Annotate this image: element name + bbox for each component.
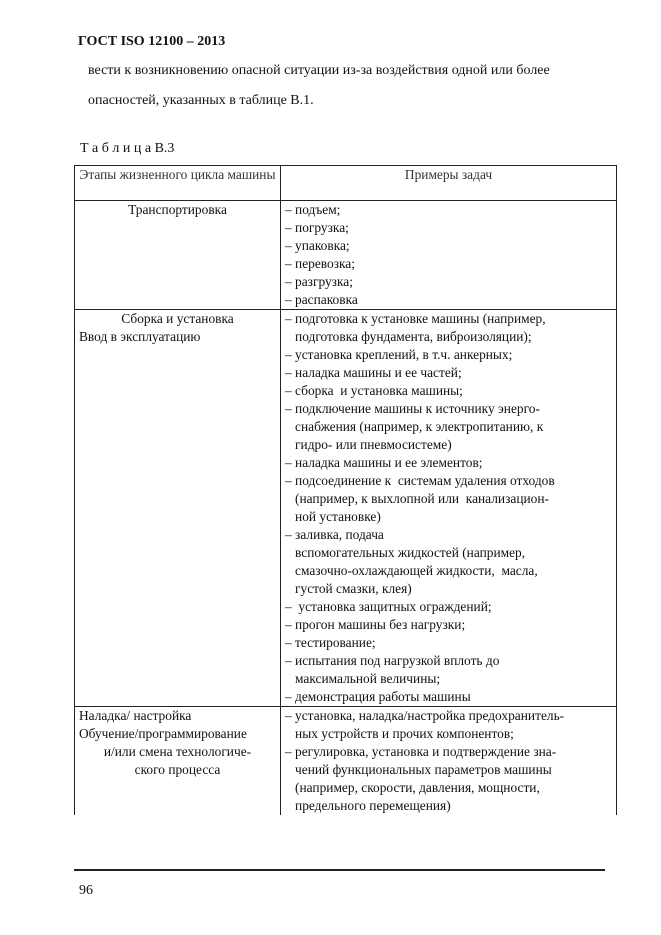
header-stage: Этапы жизненного цикла машины (75, 166, 281, 201)
header-tasks: Примеры задач (281, 166, 617, 201)
table-header-row (75, 166, 617, 201)
task-line: снабжения (например, к электропитанию, к (285, 419, 544, 434)
task-line: предельного перемещения) (285, 798, 451, 813)
tasks-cell (281, 707, 617, 816)
task-line: – установка защитных ограждений; (285, 599, 492, 614)
task-line: – установка креплений, в т.ч. анкерных; (285, 347, 513, 362)
table-row (75, 201, 617, 310)
task-line: – прогон машины без нагрузки; (285, 617, 466, 632)
task-line: максимальной величины; (285, 671, 441, 686)
task-line: чений функциональных параметров машины (285, 762, 552, 777)
task-line: гидро- или пневмосистеме) (285, 437, 452, 452)
stage-cell (75, 310, 281, 707)
task-line: – заливка, подача (285, 527, 384, 542)
task-line: (например, скорости, давления, мощности, (285, 780, 540, 795)
task-line: ных устройств и прочих компонентов; (285, 726, 514, 741)
document-header: ГОСТ ISO 12100 – 2013 (78, 34, 226, 49)
task-line: подготовка фундамента, виброизоляции); (285, 329, 532, 344)
task-line: – подсоединение к системам удаления отходов (285, 473, 555, 488)
tasks-cell (281, 310, 617, 707)
task-line: ной установке) (285, 509, 381, 524)
task-line: – подготовка к установке машины (например, (285, 311, 546, 326)
tasks-cell (281, 201, 617, 310)
task-line: – погрузка; (285, 220, 349, 235)
table-caption: Т а б л и ц а В.3 (80, 141, 175, 156)
stage-line: и/или смена технологиче- (103, 744, 252, 759)
task-line: – наладка машины и ее частей; (285, 365, 462, 380)
stage-line: Ввод в эксплуатацию (79, 329, 201, 344)
lifecycle-table (74, 165, 617, 815)
stage-line: Обучение/программирование (79, 726, 247, 741)
task-line: (например, к выхлопной или канализацион- (285, 491, 549, 506)
task-line: смазочно-охлаждающей жидкости, масла, (285, 563, 538, 578)
stage-cell (75, 707, 281, 816)
stage-line: Транспортировка (128, 202, 227, 217)
table-row (75, 707, 617, 816)
page-number: 96 (79, 883, 93, 898)
stage-line: Сборка и установка (121, 311, 234, 326)
task-line: – наладка машины и ее элементов; (285, 455, 483, 470)
intro-paragraph (88, 56, 616, 116)
task-line: – испытания под нагрузкой вплоть до (285, 653, 500, 668)
table-row (75, 310, 617, 707)
intro-line-2: опасностей, указанных в таблице В.1. (88, 93, 314, 108)
stage-line: Наладка/ настройка (79, 708, 192, 723)
task-line: – сборка и установка машины; (285, 383, 463, 398)
task-line: – тестирование; (285, 635, 376, 650)
task-line: – демонстрация работы машины (285, 689, 471, 704)
intro-line-1: вести к возникновению опасной ситуации из-за воздействия одной или более (88, 63, 550, 78)
task-line: – упаковка; (285, 238, 350, 253)
task-line: – подъем; (285, 202, 341, 217)
task-line: – установка, наладка/настройка предохранитель- (285, 708, 565, 723)
stage-line: ского процесса (134, 762, 221, 777)
stage-cell (75, 201, 281, 310)
task-line: густой смазки, клея) (285, 581, 412, 596)
footer-divider (74, 869, 605, 871)
task-line: – распаковка (285, 292, 358, 307)
task-line: – подключение машины к источнику энерго- (285, 401, 540, 416)
task-line: – регулировка, установка и подтверждение зна- (285, 744, 557, 759)
task-line: – перевозка; (285, 256, 355, 271)
task-line: вспомогательных жидкостей (например, (285, 545, 526, 560)
task-line: – разгрузка; (285, 274, 353, 289)
